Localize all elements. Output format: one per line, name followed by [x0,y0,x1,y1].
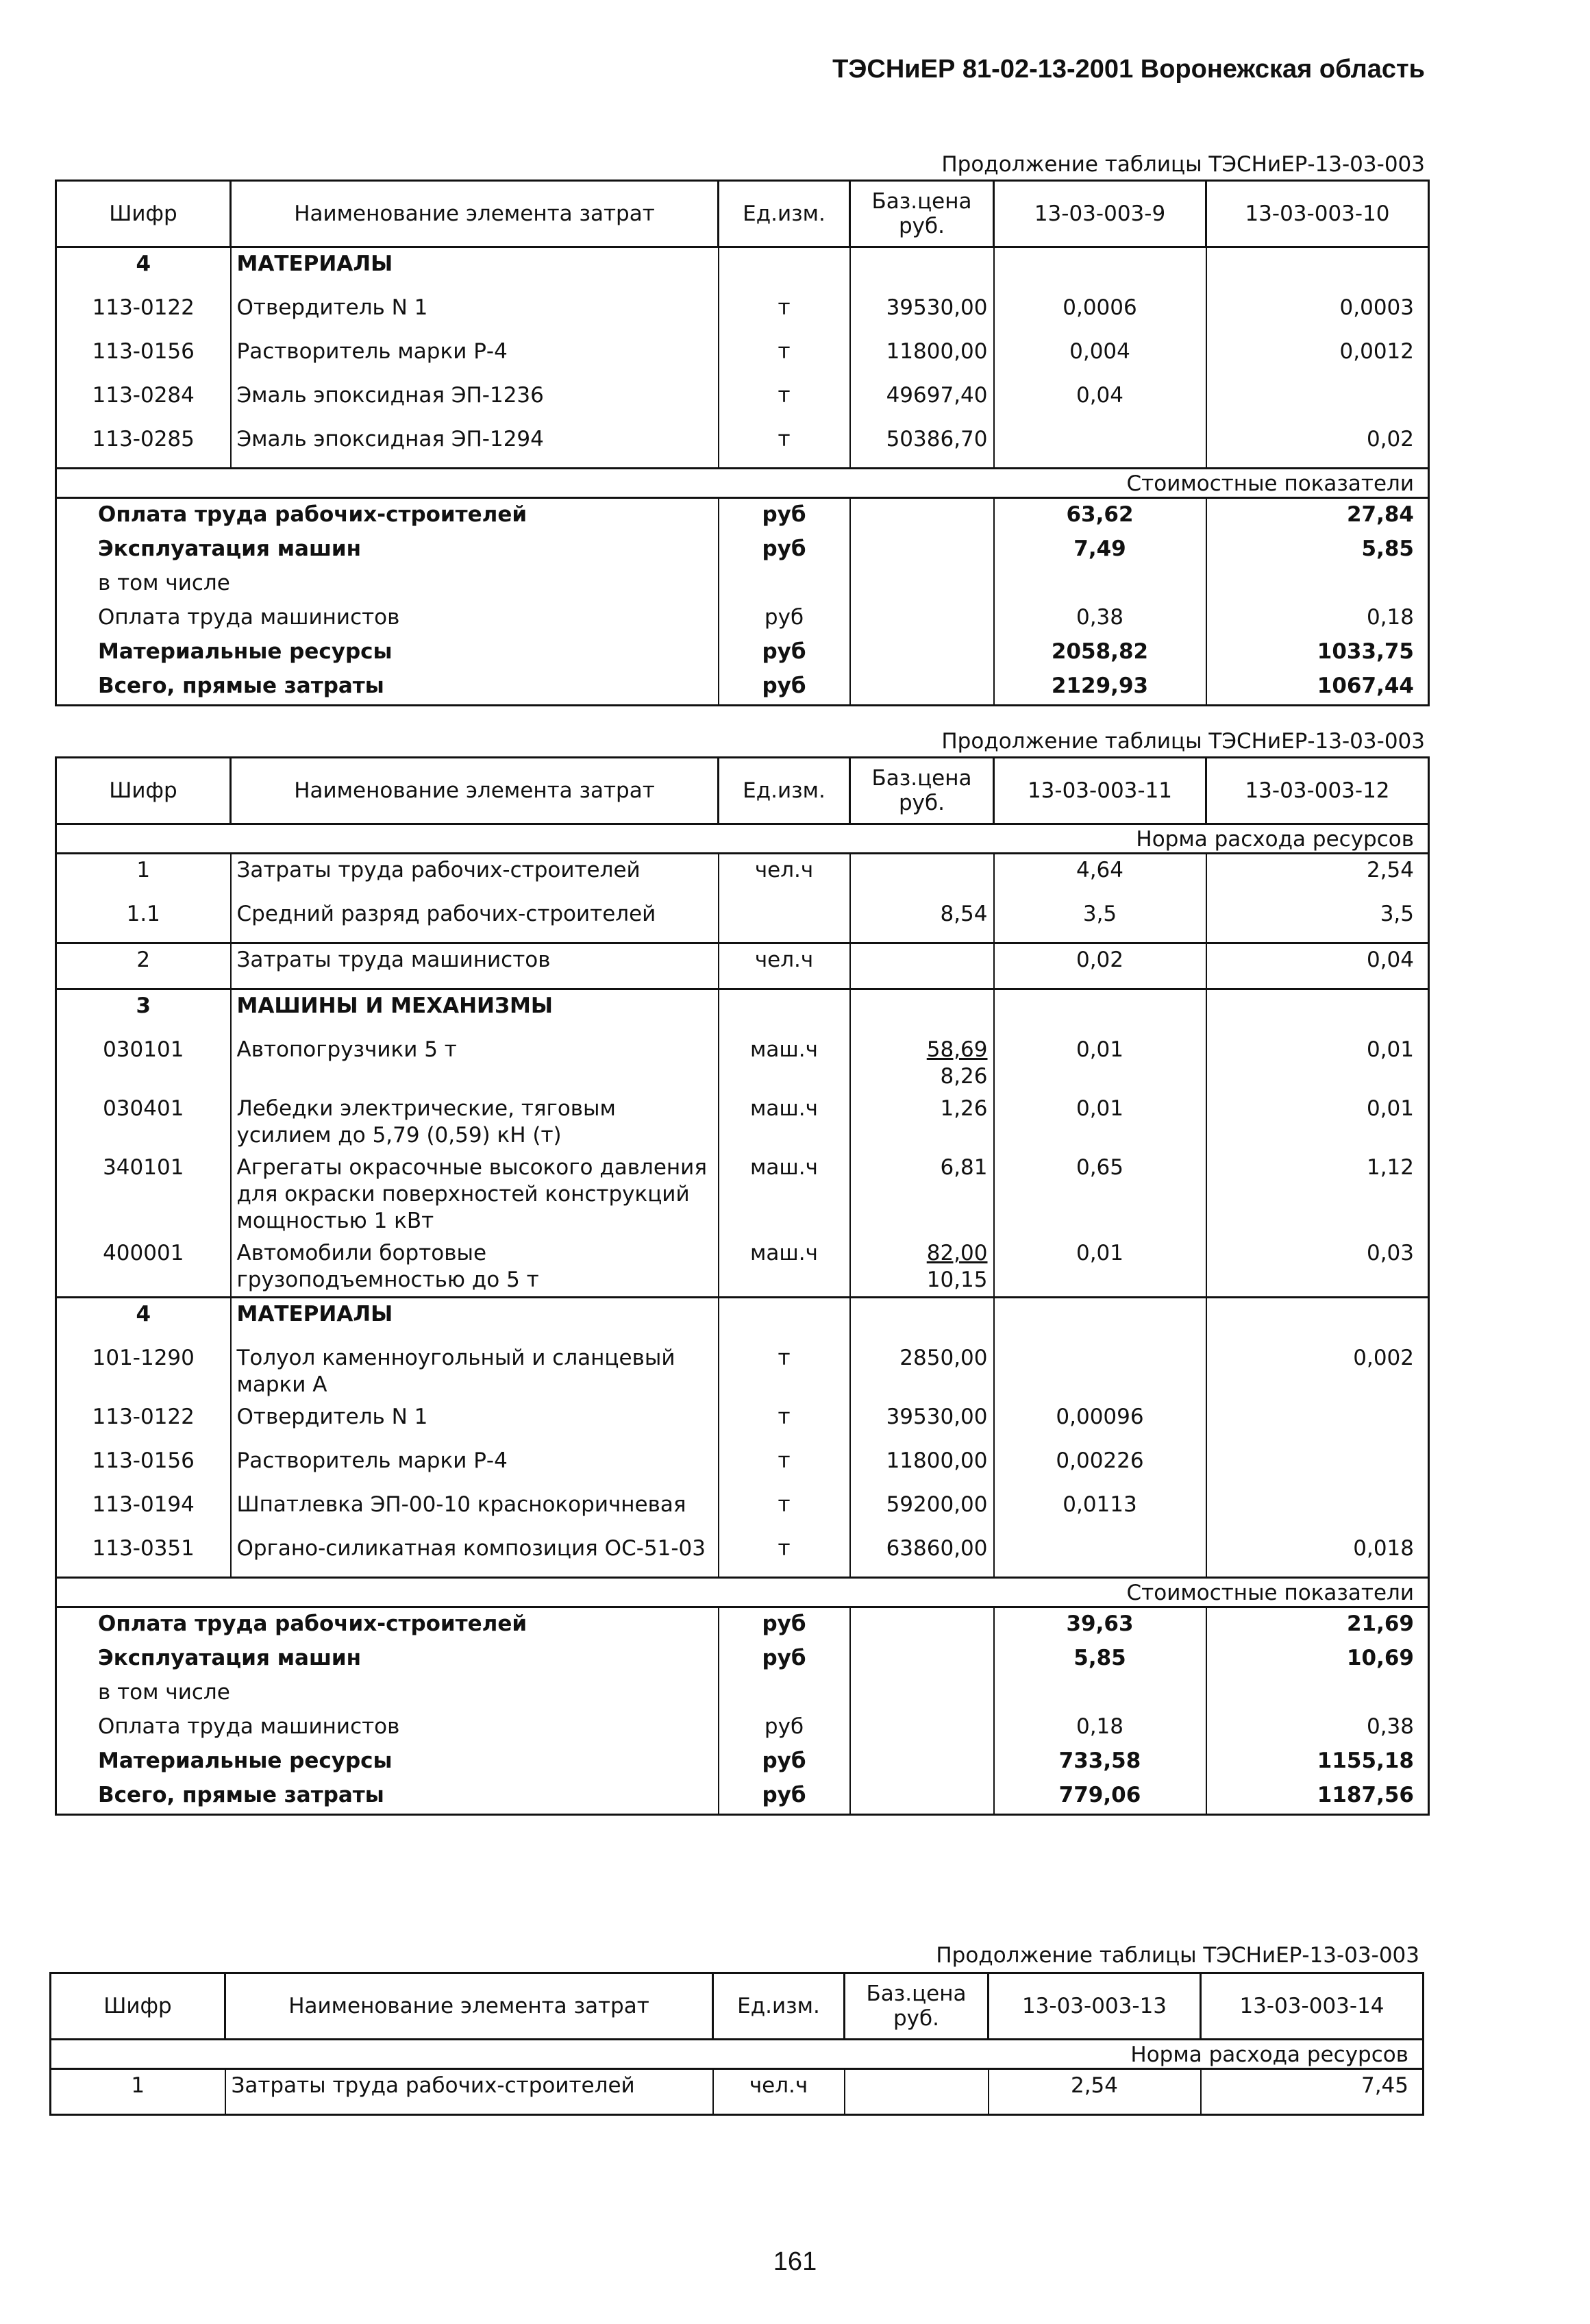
value-col-1: 0,02 [994,943,1206,989]
total-name: Всего, прямые затраты [56,670,719,706]
value-col-1: 3,5 [994,898,1206,943]
section-number: 4 [56,1298,231,1343]
value-col-2 [1206,1445,1429,1489]
total-row [56,670,1429,706]
name-cell: Эмаль эпоксидная ЭП-1294 [231,423,719,469]
section-row [56,247,1429,293]
name-cell: Отвердитель N 1 [231,1401,719,1445]
price-cell: 11800,00 [850,1445,994,1489]
total-col-1: 7,49 [994,533,1206,567]
total-name: Материальные ресурсы [56,636,719,670]
total-row [56,567,1429,602]
section-row [56,989,1429,1035]
unit-cell: чел.ч [719,854,850,899]
header-code: Шифр [56,758,231,824]
code-cell: 340101 [56,1152,231,1237]
code-cell: 1.1 [56,898,231,943]
code-cell: 030401 [56,1093,231,1152]
total-name: Эксплуатация машин [56,1642,719,1677]
cost-label-row-label: Стоимостные показатели [56,1578,1429,1607]
norm-label-row [51,2040,1424,2069]
code-cell: 400001 [56,1237,231,1298]
code-cell: 1 [56,854,231,899]
table-row [56,336,1429,380]
code-cell: 2 [56,943,231,989]
continuation-caption-2: Продолжение таблицы ТЭСНиЕР-13-03-003 [941,729,1425,754]
total-col-2: 0,18 [1206,602,1429,636]
total-unit: руб [719,602,850,636]
price-cell: 1,26 [850,1093,994,1152]
header-unit: Ед.изм. [719,758,850,824]
header-col-1: 13-03-003-13 [989,1973,1201,2040]
total-col-1 [994,1677,1206,1711]
header-code: Шифр [56,181,231,247]
price-cell: 49697,40 [850,380,994,423]
total-row [56,1677,1429,1711]
header-name: Наименование элемента затрат [231,181,719,247]
table-row [56,898,1429,943]
table-row [56,943,1429,989]
name-cell: Органо-силикатная композиция ОС-51-03 [231,1533,719,1578]
total-col-2: 1033,75 [1206,636,1429,670]
table-row [56,1401,1429,1445]
norm-label-row-label: Норма расхода ресурсов [51,2040,1424,2069]
table-row [56,1093,1429,1152]
value-col-1: 0,65 [994,1152,1206,1237]
unit-cell: т [719,292,850,336]
table-header [51,1973,1424,2040]
value-col-2: 1,12 [1206,1152,1429,1237]
cost-label-row-label: Стоимостные показатели [56,469,1429,498]
document-title: ТЭСНиЕР 81-02-13-2001 Воронежская область [832,55,1425,84]
name-cell: Растворитель марки Р-4 [231,1445,719,1489]
header-col-2: 13-03-003-12 [1206,758,1429,824]
total-col-2: 0,38 [1206,1711,1429,1745]
unit-cell: маш.ч [719,1237,850,1298]
value-col-1: 0,0113 [994,1489,1206,1533]
norm-label-row [56,824,1429,854]
value-col-1: 0,004 [994,336,1206,380]
value-col-2 [1206,380,1429,423]
code-cell: 101-1290 [56,1342,231,1401]
total-name: Материальные ресурсы [56,1745,719,1779]
code-cell: 030101 [56,1034,231,1093]
price-cell [845,2069,989,2115]
name-cell: Лебедки электрические, тяговым усилием до 5,79 (0,59) кН (т) [231,1093,719,1152]
name-cell: Автопогрузчики 5 т [231,1034,719,1093]
value-col-2: 0,018 [1206,1533,1429,1578]
name-cell: Толуол каменноугольный и сланцевый марки А [231,1342,719,1401]
price-cell: 63860,00 [850,1533,994,1578]
value-col-2 [1206,1401,1429,1445]
total-col-1: 0,38 [994,602,1206,636]
price-cell: 8,54 [850,898,994,943]
name-cell: Отвердитель N 1 [231,292,719,336]
total-name: в том числе [56,567,719,602]
section-number: 4 [56,247,231,293]
price-cell [850,1034,994,1093]
value-col-2: 0,04 [1206,943,1429,989]
table-row [56,854,1429,899]
header-price: Баз.цена руб. [850,181,994,247]
header-col-1: 13-03-003-9 [994,181,1206,247]
value-col-2: 2,54 [1206,854,1429,899]
price-value: 82,00 [926,1241,988,1265]
total-col-1: 0,18 [994,1711,1206,1745]
code-cell: 113-0284 [56,380,231,423]
total-unit: руб [719,1779,850,1815]
price-cell: 6,81 [850,1152,994,1237]
continuation-caption-1: Продолжение таблицы ТЭСНиЕР-13-03-003 [941,152,1425,177]
total-name: Оплата труда рабочих-строителей [56,1607,719,1643]
table-row [56,1445,1429,1489]
unit-cell: т [719,380,850,423]
name-cell: Автомобили бортовые грузоподъемностью до 5 т [231,1237,719,1298]
table-row [56,1034,1429,1093]
total-unit [719,1677,850,1711]
code-cell: 113-0285 [56,423,231,469]
code-cell: 113-0156 [56,1445,231,1489]
unit-cell [719,898,850,943]
total-col-2: 1067,44 [1206,670,1429,706]
header-name: Наименование элемента затрат [225,1973,713,2040]
total-col-1: 5,85 [994,1642,1206,1677]
value-col-1 [994,1342,1206,1401]
continuation-caption-3: Продолжение таблицы ТЭСНиЕР-13-03-003 [936,1943,1419,1968]
name-cell: Затраты труда машинистов [231,943,719,989]
header-unit: Ед.изм. [713,1973,845,2040]
value-col-2: 0,02 [1206,423,1429,469]
resource-table-1 [55,180,1430,706]
total-col-2: 1187,56 [1206,1779,1429,1815]
header-unit: Ед.изм. [719,181,850,247]
header-price: Баз.цена руб. [845,1973,989,2040]
table-header [56,758,1429,824]
total-col-1: 2129,93 [994,670,1206,706]
value-col-2: 0,0003 [1206,292,1429,336]
unit-cell: маш.ч [719,1152,850,1237]
value-col-2: 7,45 [1201,2069,1424,2115]
resource-table-3 [49,1972,1424,2116]
name-cell: Средний разряд рабочих-строителей [231,898,719,943]
total-row [56,498,1429,534]
name-cell: Агрегаты окрасочные высокого давления для окраски поверхностей конструкций мощностью 1 кВт [231,1152,719,1237]
table-header [56,181,1429,247]
total-name: Всего, прямые затраты [56,1779,719,1815]
total-col-2 [1206,1677,1429,1711]
total-unit: руб [719,670,850,706]
unit-cell: т [719,423,850,469]
table-row [56,292,1429,336]
value-col-1: 0,00096 [994,1401,1206,1445]
value-col-1: 0,01 [994,1093,1206,1152]
name-cell: Растворитель марки Р-4 [231,336,719,380]
price-value-2: 8,26 [940,1064,988,1089]
table-row [56,1533,1429,1578]
total-row [56,1779,1429,1815]
value-col-2: 0,002 [1206,1342,1429,1401]
total-row [56,533,1429,567]
value-col-2: 0,03 [1206,1237,1429,1298]
value-col-1: 0,04 [994,380,1206,423]
total-col-1: 39,63 [994,1607,1206,1643]
header-name: Наименование элемента затрат [231,758,719,824]
table-row [56,1489,1429,1533]
table-row [56,1237,1429,1298]
cost-label-row [56,469,1429,498]
total-row [56,1745,1429,1779]
table-row [56,423,1429,469]
value-col-1: 0,00226 [994,1445,1206,1489]
total-col-2: 21,69 [1206,1607,1429,1643]
section-number: 3 [56,989,231,1035]
price-cell [850,943,994,989]
value-col-1: 4,64 [994,854,1206,899]
name-cell: Затраты труда рабочих-строителей [231,854,719,899]
price-cell: 39530,00 [850,292,994,336]
code-cell: 1 [51,2069,225,2115]
table-row [56,1152,1429,1237]
unit-cell: т [719,1489,850,1533]
price-cell: 11800,00 [850,336,994,380]
table-row [56,380,1429,423]
total-row [56,636,1429,670]
price-value-2: 10,15 [926,1268,988,1292]
unit-cell: т [719,1401,850,1445]
total-col-2: 1155,18 [1206,1745,1429,1779]
unit-cell: чел.ч [719,943,850,989]
table-row [51,2069,1424,2115]
total-col-2: 27,84 [1206,498,1429,534]
value-col-2: 0,01 [1206,1034,1429,1093]
value-col-1: 0,0006 [994,292,1206,336]
cost-label-row [56,1578,1429,1607]
value-col-1 [994,1533,1206,1578]
total-col-2: 10,69 [1206,1642,1429,1677]
total-name: Оплата труда машинистов [56,1711,719,1745]
value-col-1: 0,01 [994,1237,1206,1298]
code-cell: 113-0194 [56,1489,231,1533]
total-unit: руб [719,636,850,670]
total-unit: руб [719,1745,850,1779]
section-title: МАТЕРИАЛЫ [231,1298,719,1343]
page-number: 161 [773,2247,817,2276]
code-cell: 113-0156 [56,336,231,380]
value-col-2: 0,0012 [1206,336,1429,380]
total-col-1: 63,62 [994,498,1206,534]
code-cell: 113-0351 [56,1533,231,1578]
value-col-2: 3,5 [1206,898,1429,943]
total-name: Оплата труда машинистов [56,602,719,636]
total-col-1: 779,06 [994,1779,1206,1815]
total-row [56,1607,1429,1643]
section-row [56,1298,1429,1343]
total-row [56,1642,1429,1677]
value-col-1: 0,01 [994,1034,1206,1093]
header-col-1: 13-03-003-11 [994,758,1206,824]
norm-label-row-label: Норма расхода ресурсов [56,824,1429,854]
price-value: 58,69 [926,1037,988,1062]
value-col-1 [994,423,1206,469]
value-col-2 [1206,1489,1429,1533]
resource-table-2 [55,756,1430,1816]
code-cell: 113-0122 [56,1401,231,1445]
total-unit [719,567,850,602]
header-col-2: 13-03-003-10 [1206,181,1429,247]
section-title: МАТЕРИАЛЫ [231,247,719,293]
unit-cell: чел.ч [713,2069,845,2115]
name-cell: Шпатлевка ЭП-00-10 краснокоричневая [231,1489,719,1533]
unit-cell: т [719,1533,850,1578]
total-unit: руб [719,533,850,567]
unit-cell: маш.ч [719,1034,850,1093]
unit-cell: т [719,336,850,380]
header-col-2: 13-03-003-14 [1201,1973,1424,2040]
total-unit: руб [719,1642,850,1677]
price-cell [850,1237,994,1298]
name-cell: Эмаль эпоксидная ЭП-1236 [231,380,719,423]
price-cell: 2850,00 [850,1342,994,1401]
unit-cell: т [719,1445,850,1489]
total-name: Оплата труда рабочих-строителей [56,498,719,534]
total-unit: руб [719,1711,850,1745]
price-cell: 59200,00 [850,1489,994,1533]
unit-cell: т [719,1342,850,1401]
code-cell: 113-0122 [56,292,231,336]
header-code: Шифр [51,1973,225,2040]
total-col-1: 733,58 [994,1745,1206,1779]
total-row [56,1711,1429,1745]
header-price: Баз.цена руб. [850,758,994,824]
total-unit: руб [719,498,850,534]
value-col-2: 0,01 [1206,1093,1429,1152]
name-cell: Затраты труда рабочих-строителей [225,2069,713,2115]
price-cell: 50386,70 [850,423,994,469]
price-cell: 39530,00 [850,1401,994,1445]
total-name: в том числе [56,1677,719,1711]
unit-cell: маш.ч [719,1093,850,1152]
total-col-2: 5,85 [1206,533,1429,567]
section-title: МАШИНЫ И МЕХАНИЗМЫ [231,989,719,1035]
total-row [56,602,1429,636]
table-row [56,1342,1429,1401]
total-unit: руб [719,1607,850,1643]
total-name: Эксплуатация машин [56,533,719,567]
price-cell [850,854,994,899]
total-col-2 [1206,567,1429,602]
value-col-1: 2,54 [989,2069,1201,2115]
total-col-1 [994,567,1206,602]
total-col-1: 2058,82 [994,636,1206,670]
